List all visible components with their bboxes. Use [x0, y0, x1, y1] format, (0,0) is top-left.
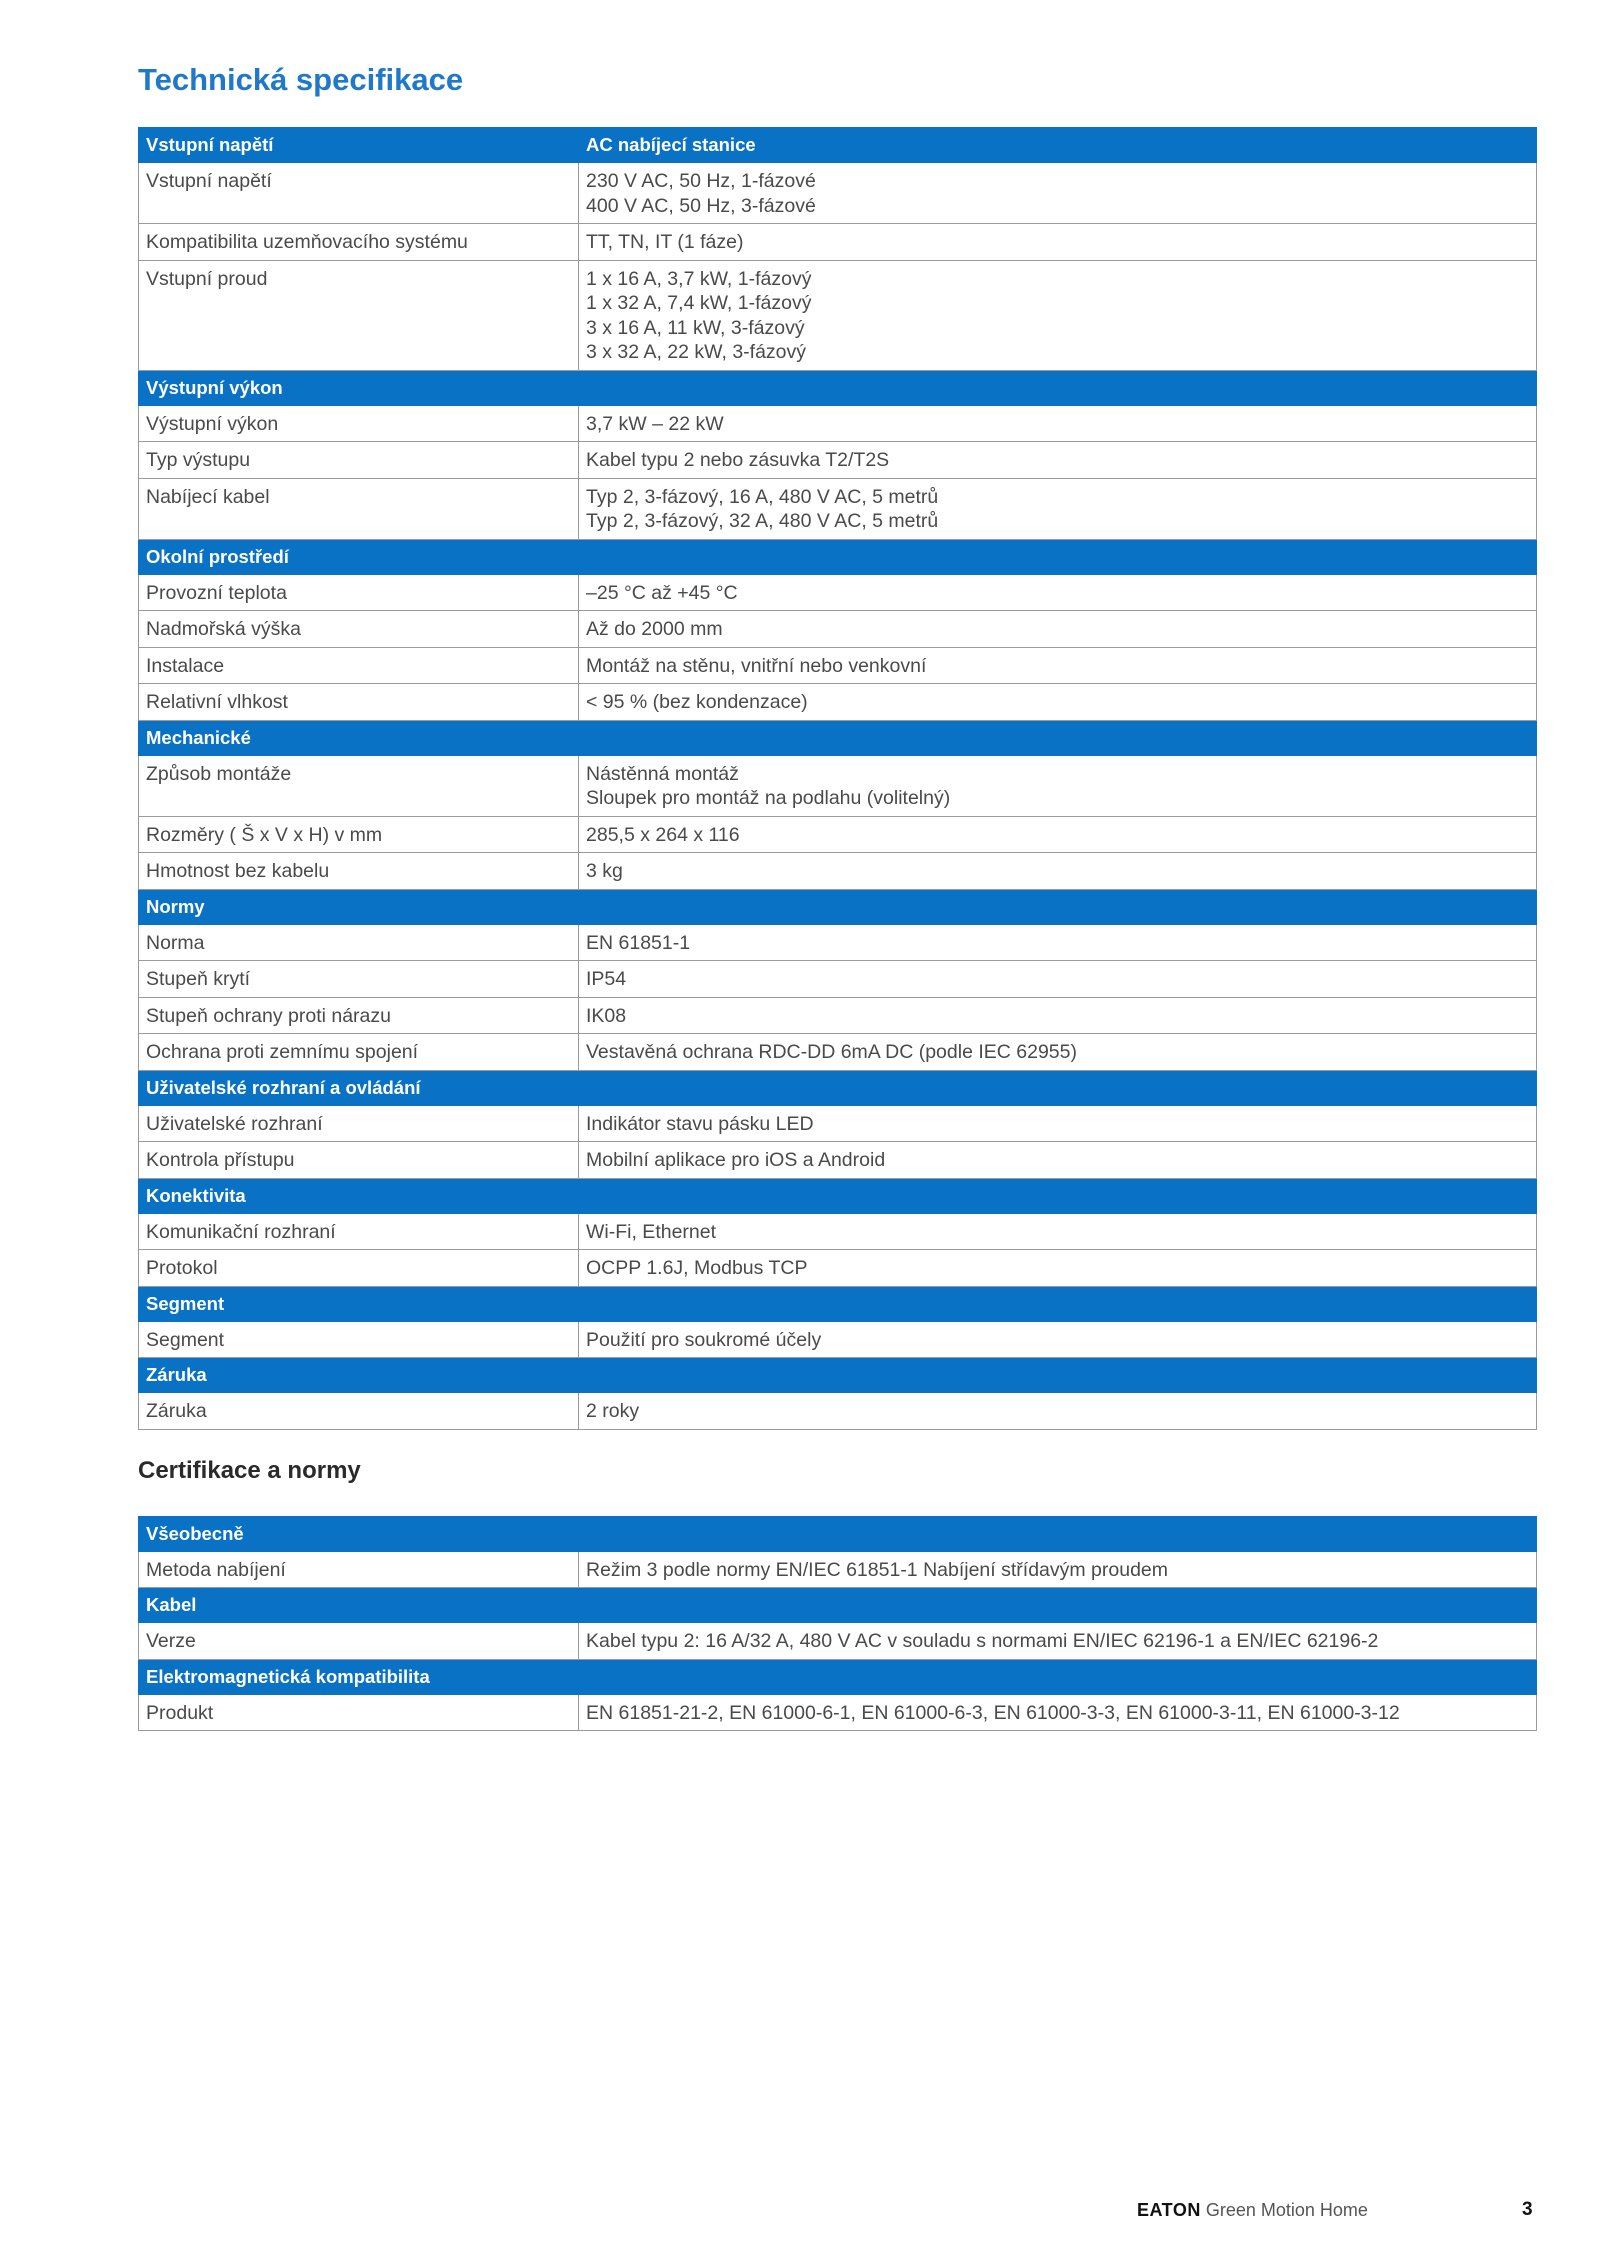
certification-table — [138, 1516, 1537, 1732]
section-heading-value — [579, 370, 1537, 405]
section-header — [139, 1659, 1537, 1694]
row-value — [579, 405, 1537, 442]
section-heading-value — [579, 1516, 1537, 1551]
footer — [1137, 2200, 1368, 2221]
row-label: Záruka — [139, 1393, 579, 1430]
section-heading: Vstupní napětí — [139, 128, 579, 163]
table-row — [139, 1321, 1537, 1358]
row-value — [579, 684, 1537, 721]
row-label: Uživatelské rozhraní — [139, 1105, 579, 1142]
table-row — [139, 478, 1537, 539]
row-value — [579, 1623, 1537, 1660]
page-title: Technická specifikace — [138, 62, 464, 97]
value-line: IK08 — [586, 1004, 627, 1027]
row-label: Hmotnost bez kabelu — [139, 853, 579, 890]
section-heading: Uživatelské rozhraní a ovládání — [139, 1070, 579, 1105]
section-header — [139, 370, 1537, 405]
row-value — [579, 442, 1537, 479]
row-label: Stupeň krytí — [139, 961, 579, 998]
row-value — [579, 924, 1537, 961]
value-line: 3 x 32 A, 22 kW, 3-fázový — [586, 341, 807, 363]
table-row — [139, 1250, 1537, 1287]
value-line: 3 kg — [586, 860, 623, 882]
section-heading: Okolní prostředí — [139, 539, 579, 574]
row-label: Segment — [139, 1321, 579, 1358]
value-line: 1 x 16 A, 3,7 kW, 1-fázový — [586, 267, 812, 290]
row-value — [579, 260, 1537, 370]
section-heading-value — [579, 1588, 1537, 1623]
value-line: 2 roky — [586, 1400, 640, 1422]
section-heading-value — [579, 889, 1537, 924]
value-line: 3 x 16 A, 11 kW, 3-fázový — [586, 316, 805, 339]
row-label: Kontrola přístupu — [139, 1142, 579, 1179]
section-heading: Mechanické — [139, 720, 579, 755]
row-label: Protokol — [139, 1250, 579, 1287]
value-line: Použití pro soukromé účely — [586, 1328, 822, 1351]
table-row — [139, 1105, 1537, 1142]
row-value — [579, 611, 1537, 648]
row-label: Produkt — [139, 1694, 579, 1731]
row-label: Komunikační rozhraní — [139, 1213, 579, 1250]
row-label: Provozní teplota — [139, 574, 579, 611]
value-line: < 95 % (bez kondenzace) — [586, 691, 808, 713]
row-label: Vstupní proud — [139, 260, 579, 370]
row-value — [579, 574, 1537, 611]
row-value — [579, 1034, 1537, 1071]
value-line: Typ 2, 3-fázový, 16 A, 480 V AC, 5 metrů — [586, 485, 939, 508]
value-line: 1 x 32 A, 7,4 kW, 1-fázový — [586, 292, 812, 314]
table-row — [139, 997, 1537, 1034]
row-value — [579, 1250, 1537, 1287]
section-header — [139, 720, 1537, 755]
table-row — [139, 1393, 1537, 1430]
table-row — [139, 405, 1537, 442]
row-label: Nadmořská výška — [139, 611, 579, 648]
value-line: 285,5 x 264 x 116 — [586, 823, 740, 846]
row-label: Výstupní výkon — [139, 405, 579, 442]
table-row — [139, 1142, 1537, 1179]
table-row — [139, 224, 1537, 261]
row-value — [579, 1105, 1537, 1142]
row-value — [579, 647, 1537, 684]
table-row — [139, 816, 1537, 853]
section-heading-value — [579, 1178, 1537, 1213]
page-number: 3 — [1522, 2199, 1533, 2220]
section-header — [139, 1516, 1537, 1551]
section-heading: Elektromagnetická kompatibilita — [139, 1659, 579, 1694]
row-label: Způsob montáže — [139, 755, 579, 816]
section-header — [139, 539, 1537, 574]
page-content — [138, 60, 1536, 1731]
section-header — [139, 1358, 1537, 1393]
table-row — [139, 755, 1537, 816]
value-line: –25 °C až +45 °C — [586, 581, 738, 604]
table-row — [139, 574, 1537, 611]
row-label: Norma — [139, 924, 579, 961]
row-value — [579, 1551, 1537, 1588]
row-label: Stupeň ochrany proti nárazu — [139, 997, 579, 1034]
section-header — [139, 889, 1537, 924]
table-row — [139, 163, 1537, 224]
table-row — [139, 442, 1537, 479]
section-header — [139, 1588, 1537, 1623]
row-value — [579, 1321, 1537, 1358]
row-label: Ochrana proti zemnímu spojení — [139, 1034, 579, 1071]
value-line: 3,7 kW – 22 kW — [586, 412, 724, 435]
row-label: Verze — [139, 1623, 579, 1660]
section-header — [139, 128, 1537, 163]
section-heading-value — [579, 1286, 1537, 1321]
value-line: Vestavěná ochrana RDC-DD 6mA DC (podle IEC 62955) — [586, 1041, 1077, 1063]
value-line: TT, TN, IT (1 fáze) — [586, 231, 744, 253]
value-line: Wi-Fi, Ethernet — [586, 1220, 717, 1243]
table-row — [139, 1694, 1537, 1731]
row-value — [579, 1142, 1537, 1179]
value-line: Typ 2, 3-fázový, 32 A, 480 V AC, 5 metrů — [586, 510, 939, 532]
row-value — [579, 961, 1537, 998]
row-label: Kompatibilita uzemňovacího systému — [139, 224, 579, 261]
value-line: 400 V AC, 50 Hz, 3-fázové — [586, 194, 816, 217]
section-heading: Záruka — [139, 1358, 579, 1393]
row-label: Metoda nabíjení — [139, 1551, 579, 1588]
table-row — [139, 924, 1537, 961]
section-header — [139, 1070, 1537, 1105]
section-heading: Všeobecně — [139, 1516, 579, 1551]
value-line: IP54 — [586, 968, 627, 990]
table-row — [139, 1551, 1537, 1588]
section-heading: Normy — [139, 889, 579, 924]
section-heading: Výstupní výkon — [139, 370, 579, 405]
row-value — [579, 853, 1537, 890]
table-row — [139, 260, 1537, 370]
row-label: Instalace — [139, 647, 579, 684]
row-label: Rozměry ( Š x V x H) v mm — [139, 816, 579, 853]
value-line: Montáž na stěnu, vnitřní nebo venkovní — [586, 654, 927, 677]
section-heading-value — [579, 1070, 1537, 1105]
row-value — [579, 1213, 1537, 1250]
row-value — [579, 755, 1537, 816]
value-line: 230 V AC, 50 Hz, 1-fázové — [586, 170, 816, 192]
value-line: Režim 3 podle normy EN/IEC 61851-1 Nabíjení střídavým proudem — [586, 1558, 1169, 1581]
section-heading-value — [579, 1659, 1537, 1694]
value-line: Mobilní aplikace pro iOS a Android — [586, 1149, 886, 1171]
section-heading: Segment — [139, 1286, 579, 1321]
row-label: Nabíjecí kabel — [139, 478, 579, 539]
row-value — [579, 478, 1537, 539]
value-line: Kabel typu 2 nebo zásuvka T2/T2S — [586, 449, 890, 471]
value-line: Nástěnná montáž — [586, 762, 739, 785]
table-row — [139, 1034, 1537, 1071]
table-row — [139, 1213, 1537, 1250]
section-heading-value: AC nabíjecí stanice — [579, 128, 1537, 163]
section-heading: Konektivita — [139, 1178, 579, 1213]
certification-title: Certifikace a normy — [138, 1456, 361, 1484]
table-row — [139, 853, 1537, 890]
row-value — [579, 224, 1537, 261]
section-heading: Kabel — [139, 1588, 579, 1623]
value-line: Indikátor stavu pásku LED — [586, 1112, 814, 1135]
footer-product: Green Motion Home — [1205, 2200, 1368, 2220]
table-row — [139, 684, 1537, 721]
technical-spec-table — [138, 127, 1537, 1430]
row-value — [579, 816, 1537, 853]
table-row — [139, 961, 1537, 998]
row-value — [579, 997, 1537, 1034]
value-line: Až do 2000 mm — [586, 618, 723, 640]
row-value — [579, 163, 1537, 224]
row-value — [579, 1694, 1537, 1731]
table-row — [139, 1623, 1537, 1660]
section-header — [139, 1286, 1537, 1321]
section-heading-value — [579, 539, 1537, 574]
section-header — [139, 1178, 1537, 1213]
value-line: EN 61851-1 — [586, 931, 691, 954]
table-row — [139, 611, 1537, 648]
footer-brand: EATON — [1137, 2200, 1201, 2220]
row-label: Vstupní napětí — [139, 163, 579, 224]
value-line: OCPP 1.6J, Modbus TCP — [586, 1257, 808, 1279]
table-row — [139, 647, 1537, 684]
row-label: Typ výstupu — [139, 442, 579, 479]
section-heading-value — [579, 720, 1537, 755]
section-heading-value — [579, 1358, 1537, 1393]
row-label: Relativní vlhkost — [139, 684, 579, 721]
value-line: Sloupek pro montáž na podlahu (volitelný) — [586, 787, 951, 809]
row-value — [579, 1393, 1537, 1430]
value-line: Kabel typu 2: 16 A/32 A, 480 V AC v souladu s normami EN/IEC 62196-1 a EN/IEC 62196-2 — [586, 1630, 1379, 1652]
value-line: EN 61851-21-2, EN 61000-6-1, EN 61000-6-3, EN 61000-3-3, EN 61000-3-11, EN 61000-3-12 — [586, 1701, 1400, 1724]
